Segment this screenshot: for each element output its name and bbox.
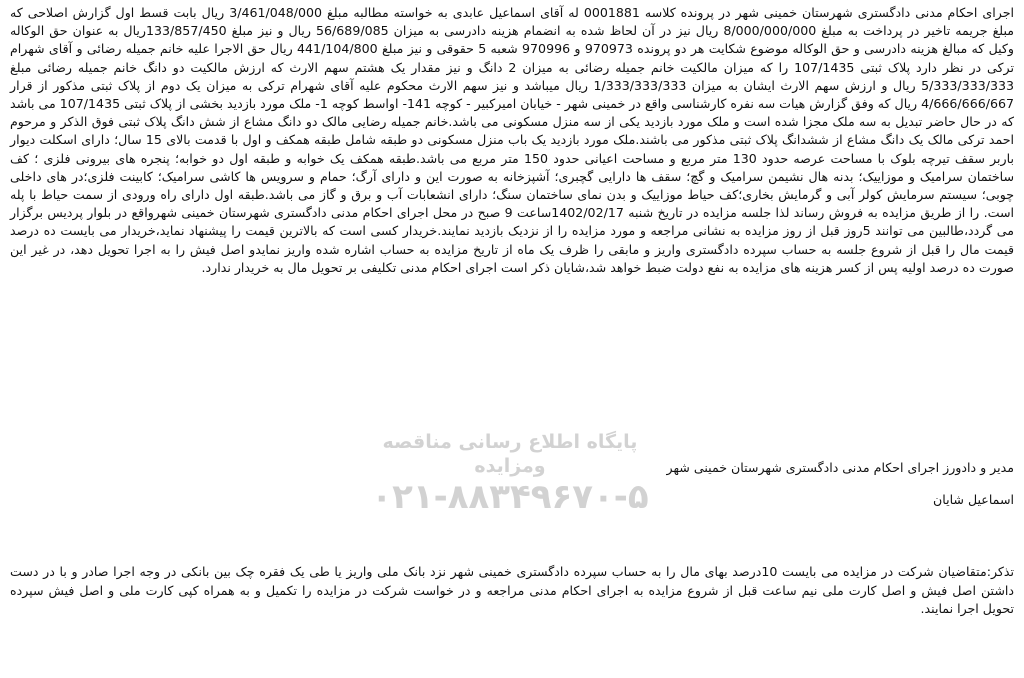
watermark [345,430,675,516]
signature-title: مدیر و دادورز اجرای احکام مدنی دادگستری شهرستان خمینی شهر [666,460,1014,475]
notice-reminder: تذکر:متقاضیان شرکت در مزایده می بایست 10درصد بهای مال را به حساب سپرده دادگستری خمینی شهر نزد بانک ملی واریز یا طی یک فقره چک بین بانکی در وجه اجرا صادر و با در دست داشتن اصل فیش و اصل کارت ملی نیم ساعت قبل از شروع مزایده به اجرای احکام مدنی مراجعه و در خواست شرکت در مزایده را تکمیل و به همراه کپی کارت ملی و اصل فیش سپرده تحویل اجرا نمایند. [10,564,1014,617]
notice-body: اجرای احکام مدنی دادگستری شهرستان خمینی شهر در پرونده کلاسه 0001881 له آقای اسماعیل عابدی به خواسته مطالبه مبلغ 3/461/048/000 ریال بابت قسط اول گزارش اصلاحی که مبلغ جریمه تاخیر در پرداخت به مبلغ 8/000/000/000 ریال نیز در آن لحاظ شده به انضمام هزینه دادرسی به میزان 56/689/085 ریال و نیز مبلغ 133/857/450ریال به عنوان حق الوکاله وکیل که مبالغ هزینه دادرسی و حق الوکاله موضوع شکایت هر دو پرونده 970973 و 970996 شعبه 5 حقوقی و نیز مبلغ 441/104/800 ریال حق الاجرا علیه خانم جمیله رضائی و آقای شهرام ترکی در نظر دارد پلاک ثبتی 107/1435 را که میزان مالکیت خانم جمیله رضائی به میزان 2 دانگ و نیز مقدار یک هشتم سهم الارث که ارزش مالکیت دو دانگ خانم جمیله رضائی مبلغ 5/333/333/333 ریال و ارزش سهم الارث ایشان به میزان 1/333/333/333 ریال میباشد و نیز سهم الارث محکوم علیه آقای شهرام ترکی به میزان یک دوم از پلاک ثبتی مذکور از قرار 4/666/666/667 ریال که وفق گزارش هیات سه نفره کارشناسی واقع در خمینی شهر - خیابان امیرکبیر - کوچه 141- اواسط کوچه 1- ملک مورد بازدید بخشی از پلاک ثبتی 107/1435 می باشد که در حال حاضر تبدیل به سه ملک مجزا شده است و ملک مورد بازدید یکی از سه منزل مسکونی می باشد.خانم جمیله رضایی مالک دو دانگ مشاع از شش دانگ پلاک ثبتی فوق الذکر و مرحوم احمد ترکی مالک یک دانگ مشاع از ششدانگ پلاک ثبتی مذکور می باشند.ملک مورد بازدید یک باب منزل مسکونی دو طبقه شامل طبقه همکف و اول با قدمت بالای 15 سال؛ دارای اسکلت دیوار باربر سقف تیرچه بلوک با مساحت عرصه حدود 130 متر مربع و مساحت اعیانی حدود 150 متر مربع می باشد.طبقه همکف یک خوابه و طبقه اول دو خوابه؛ پنجره های بیرونی فلزی ؛ کف ساختمان سرامیک و موزاییک؛ بدنه هال نشیمن سرامیک و گچ؛ سقف ها دارایی گچبری؛ آشپزخانه به صورت این و دارای آرگ؛ حمام و سرویس ها کاشی سرامیک؛ کابینت فلزی؛در های داخلی چوبی؛ سیستم سرمایش کولر آبی و گرمایش بخاری؛کف حیاط موزاییک و بدن نمای ساختمان سنگ؛ دارای انشعابات آب و برق و گاز می باشد.طبقه اول دارای راه ورودی از سمت حیاط با پله است. را از طریق مزایده به فروش رساند لذا جلسه مزایده در تاریخ شنبه 1402/02/17ساعت 9 صبح در محل اجرای احکام مدنی دادگستری شهرستان خمینی شهرواقع در بلوار پردیس برگزار می گردد،طالبین می توانند 5روز قبل از روز مزایده به نشانی مراجعه و مورد مزایده را از نزدیک بازدید نمایند.خریدار کسی است که بالاترین قیمت را پیشنهاد نماید،خریدار می بایست ده درصد قیمت مال را قبل از شروع جلسه به حساب سپرده دادگستری واریز و مابقی را ظرف یک ماه از تاریخ مزایده به حساب اشاره شده واریز نمایدو اصل فیش را به اجرا تحویل دهد، در غیر این صورت ده درصد اولیه پس از کسر هزینه های مزایده به نفع دولت ضبط خواهد شد،شایان ذکر است اجرای احکام مدنی تکلیفی بر تحویل مال به خریدار ندارد. [10,5,1015,275]
signature-name: اسماعیل شایان [932,492,1014,507]
watermark-phone: ۰۲۱-۸۸۳۴۹۶۷۰-۵ [371,477,649,517]
watermark-title: پایگاه اطلاع رسانی مناقصه ومزایده [382,431,638,477]
